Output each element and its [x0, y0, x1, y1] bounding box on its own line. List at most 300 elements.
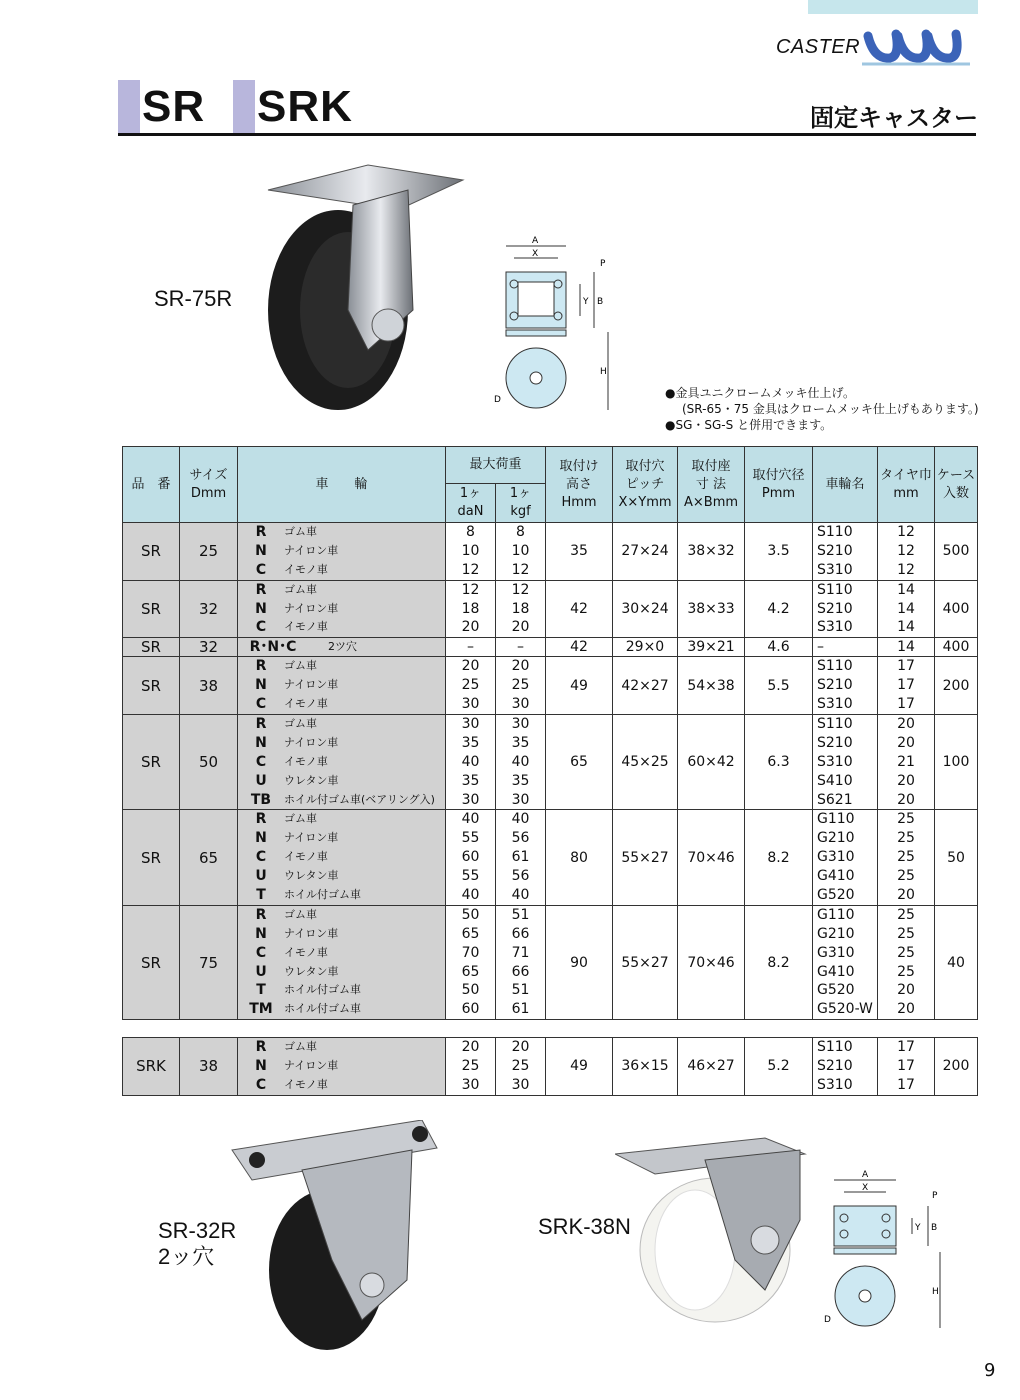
cell-hole: 5.2 — [745, 1038, 813, 1096]
dim-label-d: D — [494, 395, 501, 405]
load-kgf-value: 30 — [511, 696, 530, 713]
cell-case-qty: 500 — [935, 523, 978, 581]
tire-width-value: 14 — [897, 639, 915, 656]
wheel-code: C — [255, 1076, 267, 1093]
cell-wheel-name — [813, 580, 878, 638]
wheel-name-value: S410 — [817, 772, 853, 789]
cell-case-qty: 200 — [935, 657, 978, 715]
cell-wheel-types — [238, 523, 446, 581]
tire-width-value: 20 — [897, 772, 915, 789]
cell-pitch: 29×0 — [613, 638, 678, 657]
wheel-type-line — [238, 695, 445, 714]
note-chrome: (SR-65・75 金具はクロームメッキ仕上げもあります。) — [682, 402, 979, 416]
tire-width-value: 14 — [897, 600, 915, 617]
wheel-name-value: G410 — [817, 963, 855, 980]
cell-wheel-types — [238, 810, 446, 905]
cell-pitch: 42×27 — [613, 657, 678, 715]
th-wheel-name: 車輪名 — [813, 447, 878, 523]
header-color-bar — [808, 0, 978, 14]
cell-size: 50 — [180, 715, 238, 810]
load-kgf-value: 40 — [511, 887, 530, 904]
table.groups.3-row — [123, 657, 978, 715]
wheel-type-name: ホイル付ゴム車 — [284, 983, 361, 997]
wheel-type-line — [238, 963, 445, 982]
cell-part-no: SR — [123, 580, 180, 638]
dim-label-x: X — [532, 249, 539, 259]
wheel-code: N — [255, 734, 267, 751]
cell-load-kgf — [496, 523, 546, 581]
wheel-name-value: G110 — [817, 811, 855, 828]
tire-width-value: 25 — [897, 906, 915, 923]
wheel-type-name: ナイロン車 — [284, 926, 339, 940]
wheel-type-name: ゴム車 — [284, 907, 317, 921]
wheel-code: R — [255, 1039, 267, 1055]
wheel-type-line — [238, 1057, 445, 1076]
load-dan-value: 12 — [461, 581, 480, 598]
wheel-code: N — [255, 830, 267, 847]
wheel-type-line — [238, 944, 445, 963]
cell-part-no: SR — [123, 638, 180, 657]
load-kgf-value: 40 — [511, 753, 530, 770]
cell-plate: 70×46 — [678, 905, 745, 1019]
load-dan-value: 40 — [461, 887, 480, 904]
load-dan-value: 18 — [461, 600, 480, 617]
load-kgf-value: 18 — [511, 600, 530, 617]
cell-wheel-types — [238, 638, 446, 657]
load-dan-value: 25 — [461, 677, 480, 694]
th-wheel: 車 輪 — [238, 447, 446, 523]
cell-wheel-name — [813, 810, 878, 905]
wheel-code: U — [255, 868, 267, 885]
th-load-dan: 1ヶ daN — [446, 484, 496, 523]
tire-width-value: 14 — [897, 619, 915, 636]
cell-part-no: SR — [123, 810, 180, 905]
load-kgf-value: 20 — [511, 658, 530, 675]
wheel-name-value: G310 — [817, 944, 855, 961]
cell-tire-width — [878, 580, 935, 638]
cell-tire-width — [878, 657, 935, 715]
dimension-diagram-top — [490, 232, 620, 421]
wheel-name-value: S110 — [817, 1039, 853, 1055]
cell-height: 42 — [546, 580, 613, 638]
wheel-type-line — [238, 618, 445, 637]
wheel-type-name: イモノ車 — [284, 620, 328, 634]
cell-pitch: 36×15 — [613, 1038, 678, 1096]
dim-label-b-2: B — [931, 1223, 938, 1233]
load-dan-value: 20 — [461, 1039, 480, 1055]
wheel-code: U — [255, 772, 267, 789]
cell-tire-width — [878, 810, 935, 905]
load-dan-value: 50 — [461, 982, 480, 999]
load-dan-value: 30 — [461, 791, 480, 808]
wheel-type-name: ゴム車 — [284, 525, 317, 538]
wheel-type-line — [238, 561, 445, 580]
cell-wheel-name — [813, 523, 878, 581]
cell-wheel-name — [813, 638, 878, 657]
wheel-name-value: S310 — [817, 753, 853, 770]
wheel-type-name: ゴム車 — [284, 717, 317, 731]
load-kgf-value: 20 — [511, 1039, 530, 1055]
wheel-name-value: G520 — [817, 887, 855, 904]
cell-hole: 4.2 — [745, 580, 813, 638]
table.groups.2-row — [123, 638, 978, 657]
table.srk_group-row — [123, 1038, 978, 1096]
wheel-code: T — [256, 982, 266, 999]
wheel-code: N — [255, 1057, 267, 1074]
cell-wheel-types — [238, 580, 446, 638]
cell-part-no: SR — [123, 523, 180, 581]
tire-width-value: 21 — [897, 753, 915, 770]
load-kgf-value: 56 — [511, 868, 530, 885]
cell-case-qty: 200 — [935, 1038, 978, 1096]
photo-label-sr32r-model: SR-32R — [158, 1218, 237, 1243]
wheel-type-line — [238, 981, 445, 1000]
wheel-name-value: S310 — [817, 1076, 853, 1093]
cell-tire-width — [878, 905, 935, 1019]
tire-width-value: 25 — [897, 944, 915, 961]
cell-case-qty: 100 — [935, 715, 978, 810]
cell-load-kgf — [496, 638, 546, 657]
wheel-name-value: G410 — [817, 868, 855, 885]
wheel-type-name: ウレタン車 — [284, 964, 339, 978]
cell-height: 49 — [546, 657, 613, 715]
load-dan-value: 40 — [461, 811, 480, 828]
wheel-type-line — [238, 657, 445, 676]
cell-load-dan — [446, 810, 496, 905]
wheel-type-name: ウレタン車 — [284, 773, 339, 787]
load-dan-value: 50 — [461, 906, 480, 923]
srk-spec-table — [122, 1037, 978, 1096]
table.groups.4-row — [123, 715, 978, 810]
cell-load-kgf — [496, 1038, 546, 1096]
tire-width-value: 17 — [897, 677, 915, 694]
cell-size: 75 — [180, 905, 238, 1019]
dim-label-b: B — [597, 297, 604, 307]
dim-label-x-2: X — [862, 1183, 869, 1193]
cell-load-kgf — [496, 810, 546, 905]
wheel-name-value: S110 — [817, 658, 853, 675]
wheel-type-name: ゴム車 — [284, 582, 317, 596]
wheel-type-name: ナイロン車 — [284, 1058, 339, 1072]
tire-width-value: 20 — [897, 716, 915, 733]
dim-label-p-2: P — [932, 1191, 938, 1201]
cell-load-dan — [446, 1038, 496, 1096]
tire-width-value: 25 — [897, 811, 915, 828]
dim-label-a: A — [532, 236, 539, 246]
cell-hole: 6.3 — [745, 715, 813, 810]
cell-part-no: SR — [123, 657, 180, 715]
load-kgf-value: 71 — [511, 944, 530, 961]
cell-wheel-name — [813, 1038, 878, 1096]
tire-width-value: 12 — [897, 524, 915, 540]
cell-wheel-types — [238, 657, 446, 715]
tire-width-value: 12 — [897, 561, 915, 578]
load-dan-value: 60 — [461, 849, 480, 866]
wheel-name-value: G310 — [817, 849, 855, 866]
load-kgf-value: 61 — [511, 849, 530, 866]
series-accent-bar-1 — [118, 80, 140, 134]
wheel-code: R — [255, 658, 267, 675]
tire-width-value: 17 — [897, 696, 915, 713]
wheel-name-value: S621 — [817, 791, 853, 808]
cell-pitch: 27×24 — [613, 523, 678, 581]
wheel-name-value: S210 — [817, 734, 853, 751]
wheel-type-line — [238, 867, 445, 886]
dim-label-h: H — [600, 367, 607, 377]
wheel-code: R — [255, 581, 267, 598]
wheel-type-line — [238, 848, 445, 867]
cell-height: 35 — [546, 523, 613, 581]
th-pitch: 取付穴 ピッチ X×Ymm — [613, 447, 678, 523]
wheel-code: R･N･C — [249, 639, 297, 656]
cell-pitch: 55×27 — [613, 905, 678, 1019]
cell-plate: 46×27 — [678, 1038, 745, 1096]
load-dan-value: 25 — [461, 1057, 480, 1074]
load-dan-value: 65 — [461, 925, 480, 942]
caster-photo-srk38n — [615, 1130, 815, 1330]
cell-load-dan — [446, 523, 496, 581]
tire-width-value: 14 — [897, 581, 915, 598]
series-title-srk: SRK — [257, 82, 353, 131]
load-kgf-value: 51 — [511, 982, 530, 999]
cell-load-dan — [446, 657, 496, 715]
load-kgf-value: 30 — [511, 791, 530, 808]
cell-load-dan — [446, 638, 496, 657]
cell-part-no: SR — [123, 715, 180, 810]
cell-tire-width — [878, 715, 935, 810]
wheel-type-name: ホイル付ゴム車(ベアリング入) — [284, 792, 435, 806]
load-dan-value: 65 — [461, 963, 480, 980]
series-title-sr: SR — [142, 82, 206, 131]
wheel-code: T — [256, 887, 266, 904]
wheel-code: R — [255, 524, 267, 540]
table.groups.6-row — [123, 905, 978, 1019]
series-accent-bar-2 — [233, 80, 255, 134]
wheel-code: C — [255, 619, 267, 636]
load-dan-value: 30 — [461, 716, 480, 733]
cell-height: 42 — [546, 638, 613, 657]
cell-height: 49 — [546, 1038, 613, 1096]
cell-size: 25 — [180, 523, 238, 581]
cell-load-dan — [446, 715, 496, 810]
page-number: 9 — [984, 1360, 996, 1381]
wheel-name-value: S310 — [817, 696, 853, 713]
wheel-type-name: イモノ車 — [284, 754, 328, 768]
load-kgf-value: 12 — [511, 581, 530, 598]
cell-wheel-name — [813, 715, 878, 810]
wheel-code: C — [255, 944, 267, 961]
wheel-type-name: ウレタン車 — [284, 869, 339, 883]
cell-plate: 60×42 — [678, 715, 745, 810]
tire-width-value: 20 — [897, 791, 915, 808]
load-dan-value: 70 — [461, 944, 480, 961]
cell-case-qty: 400 — [935, 580, 978, 638]
load-kgf-value: – — [517, 639, 524, 656]
wheel-type-name: ナイロン車 — [284, 543, 339, 557]
cell-load-kgf — [496, 657, 546, 715]
load-dan-value: 30 — [461, 1076, 480, 1093]
cell-size: 38 — [180, 657, 238, 715]
caster-brand-text: CASTER — [776, 36, 861, 58]
wheel-type-line — [238, 829, 445, 848]
wheel-name-value: S310 — [817, 619, 853, 636]
cell-wheel-name — [813, 905, 878, 1019]
wheel-name-value: G210 — [817, 830, 855, 847]
cell-plate: 39×21 — [678, 638, 745, 657]
load-dan-value: 30 — [461, 696, 480, 713]
wheel-code: N — [255, 925, 267, 942]
wheel-code: R — [255, 811, 267, 828]
load-dan-value: 12 — [461, 561, 480, 578]
cell-part-no: SR — [123, 905, 180, 1019]
load-kgf-value: 25 — [511, 1057, 530, 1074]
wheel-type-name: イモノ車 — [284, 562, 328, 576]
load-dan-value: – — [467, 639, 474, 656]
tire-width-value: 17 — [897, 1076, 915, 1093]
th-tire-width: タイヤ巾 mm — [878, 447, 935, 523]
wheel-code: C — [255, 849, 267, 866]
wheel-code: C — [255, 753, 267, 770]
load-kgf-value: 30 — [511, 716, 530, 733]
dim-label-d-2: D — [824, 1315, 831, 1325]
load-kgf-value: 61 — [511, 1001, 530, 1018]
tire-width-value: 25 — [897, 925, 915, 942]
cell-wheel-types — [238, 905, 446, 1019]
table.groups.0-row — [123, 523, 978, 581]
dim-label-a-2: A — [862, 1170, 869, 1180]
wheel-type-line — [238, 925, 445, 944]
wheel-type-line — [238, 906, 445, 925]
cell-size: 32 — [180, 580, 238, 638]
wheel-type-line — [238, 772, 445, 791]
cell-hole: 4.6 — [745, 638, 813, 657]
tire-width-value: 20 — [897, 1001, 915, 1018]
cell-size: 32 — [180, 638, 238, 657]
load-dan-value: 55 — [461, 868, 480, 885]
cell-hole: 8.2 — [745, 810, 813, 905]
wheel-type-name: イモノ車 — [284, 1077, 328, 1091]
wheel-code: R — [255, 906, 267, 923]
wheel-name-value: S110 — [817, 716, 853, 733]
cell-case-qty: 50 — [935, 810, 978, 905]
wheel-type-line — [238, 639, 445, 655]
cell-hole: 3.5 — [745, 523, 813, 581]
wheel-type-line — [238, 600, 445, 619]
cell-size: 38 — [180, 1038, 238, 1096]
header-rule — [118, 133, 976, 136]
cell-load-kgf — [496, 905, 546, 1019]
cell-load-kgf — [496, 715, 546, 810]
wheel-code: R — [255, 716, 267, 733]
wheel-code: N — [255, 677, 267, 694]
cell-load-dan — [446, 580, 496, 638]
wheel-name-value: S110 — [817, 581, 853, 598]
load-kgf-value: 40 — [511, 811, 530, 828]
wheel-code: C — [255, 561, 267, 578]
cell-hole: 5.5 — [745, 657, 813, 715]
cell-plate: 70×46 — [678, 810, 745, 905]
tire-width-value: 17 — [897, 658, 915, 675]
page-subtitle: 固定キャスター — [810, 104, 978, 132]
cell-tire-width — [878, 638, 935, 657]
tire-width-value: 25 — [897, 963, 915, 980]
wheel-code: TM — [249, 1001, 273, 1018]
wheel-type-line — [238, 542, 445, 561]
table.groups.1-row — [123, 580, 978, 638]
th-load-kgf: 1ヶ kgf — [496, 484, 546, 523]
wheel-code: C — [255, 696, 267, 713]
cell-plate: 38×33 — [678, 580, 745, 638]
wheel-type-name: ナイロン車 — [284, 678, 339, 692]
load-kgf-value: 56 — [511, 830, 530, 847]
wheel-name-value: G210 — [817, 925, 855, 942]
cell-height: 65 — [546, 715, 613, 810]
wheel-name-value: G110 — [817, 906, 855, 923]
cell-wheel-name — [813, 657, 878, 715]
tire-width-value: 17 — [897, 1039, 915, 1055]
load-dan-value: 20 — [461, 619, 480, 636]
cell-load-dan — [446, 905, 496, 1019]
load-kgf-value: 66 — [511, 925, 530, 942]
wheel-type-line — [238, 715, 445, 734]
cell-case-qty: 40 — [935, 905, 978, 1019]
wheel-code: N — [255, 600, 267, 617]
wheel-type-name: ナイロン車 — [284, 831, 339, 845]
note-finish: ●金具ユニクロームメッキ仕上げ。 — [665, 386, 855, 400]
load-dan-value: 35 — [461, 734, 480, 751]
wheel-type-name: ホイル付ゴム車 — [284, 888, 361, 902]
wheel-type-name: ナイロン車 — [284, 735, 339, 749]
tire-width-value: 17 — [897, 1057, 915, 1074]
wheel-type-line — [238, 810, 445, 829]
wheel-code: U — [255, 963, 267, 980]
th-plate: 取付座 寸 法 A×Bmm — [678, 447, 745, 523]
photo-label-sr32r-holes: 2ッ穴 — [158, 1244, 215, 1269]
wheel-type-line — [238, 523, 445, 542]
wheel-type-name: ナイロン車 — [284, 601, 339, 615]
wheel-name-value: G520-W — [817, 1001, 873, 1018]
th-height: 取付け 高さ Hmm — [546, 447, 613, 523]
wheel-name-value: S210 — [817, 677, 853, 694]
tire-width-value: 25 — [897, 849, 915, 866]
tire-width-value: 25 — [897, 830, 915, 847]
th-size: サイズ Dmm — [180, 447, 238, 523]
load-dan-value: 55 — [461, 830, 480, 847]
cell-pitch: 55×27 — [613, 810, 678, 905]
wheel-type-name: ゴム車 — [284, 1040, 317, 1053]
load-dan-value: 10 — [461, 542, 480, 559]
wheel-type-line — [238, 1076, 445, 1095]
cell-load-kgf — [496, 580, 546, 638]
wheel-type-line — [238, 791, 445, 810]
wheel-name-value: S210 — [817, 1057, 853, 1074]
th-max-load: 最大荷重 — [446, 447, 546, 484]
tire-width-value: 20 — [897, 982, 915, 999]
dim-label-y: Y — [583, 297, 589, 307]
cell-case-qty: 400 — [935, 638, 978, 657]
wheel-type-line — [238, 1038, 445, 1057]
cell-pitch: 30×24 — [613, 580, 678, 638]
wheel-type-name: ホイル付ゴム車 — [284, 1002, 361, 1016]
wheel-type-line — [238, 581, 445, 600]
cell-height: 90 — [546, 905, 613, 1019]
th-case-qty: ケース 入数 — [935, 447, 978, 523]
wheel-name-value: S210 — [817, 542, 853, 559]
load-dan-value: 60 — [461, 1001, 480, 1018]
dimension-diagram-bottom — [822, 1168, 952, 1357]
caster-logo-icon — [862, 18, 972, 70]
tire-width-value: 12 — [897, 542, 915, 559]
